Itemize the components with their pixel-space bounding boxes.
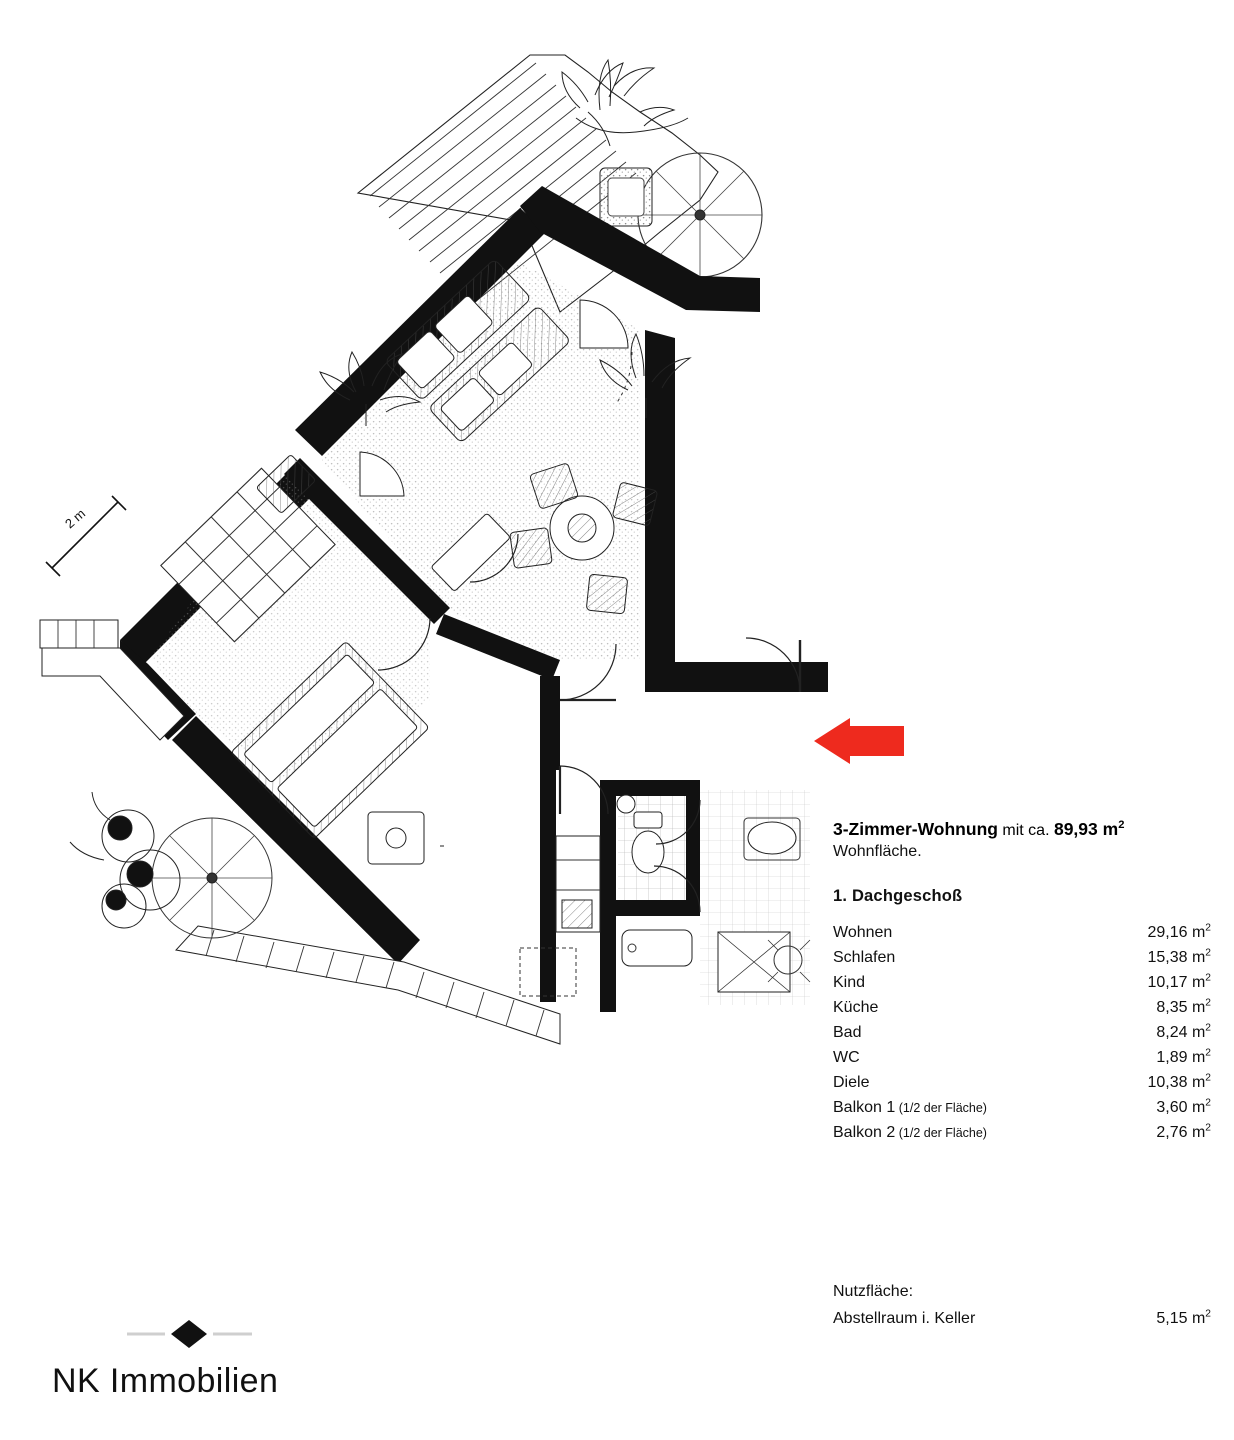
room-area-unit-exponent: 2: [1205, 1097, 1211, 1109]
room-area-table: [833, 920, 1211, 1145]
room-area-number: 1,89: [1156, 1048, 1188, 1066]
floor-title: 1. Dachgeschoß: [833, 887, 963, 906]
room-area-unit-exponent: 2: [1205, 947, 1211, 959]
room-name: [833, 1120, 1101, 1145]
room-area-unit: m: [1187, 973, 1206, 991]
apartment-headline: [833, 818, 1211, 841]
room-area-value: [1101, 1095, 1211, 1120]
room-label: Balkon 2: [833, 1123, 896, 1141]
room-area-unit-exponent: 2: [1205, 1122, 1211, 1134]
room-area-unit: m: [1187, 923, 1206, 941]
room-area-value: [1101, 1070, 1211, 1095]
room-name: [833, 1020, 1101, 1045]
room-area-number: 8,24: [1156, 1023, 1188, 1041]
apartment-type: 3-Zimmer-Wohnung: [833, 819, 998, 839]
room-area-unit-exponent: 2: [1205, 1072, 1211, 1084]
scale-bar: [46, 496, 126, 576]
usable-area-block: [833, 1283, 1211, 1328]
room-area-number: 10,17: [1147, 973, 1188, 991]
room-name: [833, 1070, 1101, 1095]
room-area-row: [833, 970, 1211, 995]
room-area-number: 29,16: [1147, 923, 1188, 941]
room-area-row: [833, 920, 1211, 945]
room-label: Küche: [833, 998, 879, 1016]
room-name: [833, 995, 1101, 1020]
room-label: Schlafen: [833, 948, 896, 966]
room-area-row: [833, 1045, 1211, 1070]
room-area-row: [833, 1095, 1211, 1120]
room-area-unit: m: [1187, 1023, 1206, 1041]
apartment-total-area-unit: 2: [1118, 819, 1125, 832]
room-area-value: [1101, 1120, 1211, 1145]
room-name: [833, 1095, 1101, 1120]
room-area-value: [1101, 1020, 1211, 1045]
room-label: Bad: [833, 1023, 862, 1041]
room-area-row: [833, 1120, 1211, 1145]
usable-area-table: [833, 1310, 1211, 1328]
entrance-arrow-icon: [812, 718, 904, 764]
room-area-unit: m: [1187, 1073, 1206, 1091]
room-area-value: [1101, 920, 1211, 945]
room-area-value: [1101, 995, 1211, 1020]
room-name: [833, 970, 1101, 995]
room-area-row: [833, 945, 1211, 970]
scale-bar-label: 2 m: [62, 505, 89, 532]
room-label: Diele: [833, 1073, 870, 1091]
room-area-value: [1101, 945, 1211, 970]
room-area-number: 3,60: [1156, 1098, 1188, 1116]
room-label: Wohnen: [833, 923, 893, 941]
room-area-row: [833, 1070, 1211, 1095]
room-area-unit: m: [1187, 1048, 1206, 1066]
usable-room-value: [1106, 1310, 1211, 1328]
usable-room-name: Abstellraum i. Keller: [833, 1310, 976, 1327]
usable-area-unit-exponent: 2: [1205, 1308, 1211, 1320]
room-area-number: 10,38: [1147, 1073, 1188, 1091]
apartment-headline-connector: mit ca.: [997, 822, 1054, 839]
room-area-unit-exponent: 2: [1205, 1047, 1211, 1059]
usable-area-title: Nutzfläche:: [833, 1283, 914, 1300]
room-area-unit-exponent: 2: [1205, 1022, 1211, 1034]
company-name: NK Immobilien: [52, 1362, 279, 1400]
room-area-value: [1101, 970, 1211, 995]
apartment-info-block: [833, 818, 1211, 1145]
room-name: [833, 945, 1101, 970]
room-area-value: [1101, 1045, 1211, 1070]
room-label: WC: [833, 1048, 860, 1066]
room-name: [833, 920, 1101, 945]
room-area-unit: m: [1187, 1098, 1206, 1116]
room-area-unit-exponent: 2: [1205, 997, 1211, 1009]
room-area-number: 15,38: [1147, 948, 1188, 966]
usable-area-row: [833, 1310, 1211, 1328]
room-area-unit: m: [1187, 998, 1206, 1016]
room-label: Kind: [833, 973, 866, 991]
room-area-row: [833, 995, 1211, 1020]
usable-area-number: 5,15: [1156, 1310, 1188, 1327]
room-name: [833, 1045, 1101, 1070]
apartment-headline-sub: Wohnfläche.: [833, 843, 922, 861]
room-area-unit-exponent: 2: [1205, 922, 1211, 934]
room-note: (1/2 der Fläche): [895, 1100, 987, 1115]
room-area-number: 8,35: [1156, 998, 1188, 1016]
room-area-unit: m: [1187, 948, 1206, 966]
room-area-number: 2,76: [1156, 1123, 1188, 1141]
room-label: Balkon 1: [833, 1098, 896, 1116]
room-area-row: [833, 1020, 1211, 1045]
apartment-total-area: 89,93 m: [1053, 819, 1119, 839]
room-note: (1/2 der Fläche): [895, 1125, 987, 1140]
diamond-logo-icon: [127, 1318, 252, 1350]
usable-area-unit: m: [1187, 1310, 1206, 1327]
room-area-unit-exponent: 2: [1205, 972, 1211, 984]
room-area-unit: m: [1187, 1123, 1206, 1141]
